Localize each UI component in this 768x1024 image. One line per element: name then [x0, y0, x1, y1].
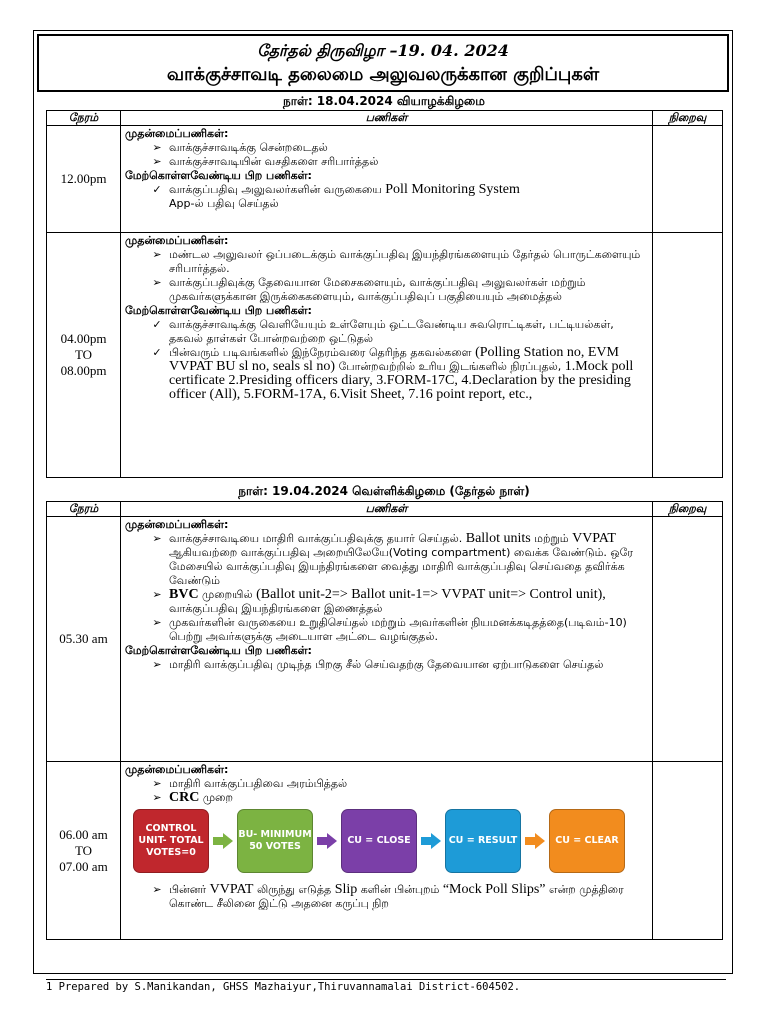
arrow-bullet-icon: ➢ [152, 248, 162, 261]
document-title: தேர்தல் திருவிழா –19. 04. 2024 [257, 41, 509, 60]
flow-arrow-icon [525, 833, 545, 849]
list-item: ➢ வாக்குப்பதிவுக்கு தேவையான மேசைகளையும், வாக்குப்பதிவு அலுவலர்கள் மற்றும் முகவர்களுக்கான இருக்கைகளையும், வாக்குப்பதிவுப் பகுதியையும் அமைத்தல் [125, 276, 648, 304]
list-item: ➢ மண்டல அலுவலர் ஒப்படைக்கும் வாக்குப்பதிவு இயந்திரங்களையும் தேர்தல் பொருட்களையும் சரிபார்த்தல். [125, 248, 648, 276]
row-time: 12.00pm [47, 126, 121, 233]
document-title-box [37, 34, 729, 92]
row-done-cell[interactable] [653, 233, 723, 478]
list-item: ➢ முகவர்களின் வருகையை உறுதிசெய்தல் மற்றும் அவர்களின் நியமனக்கடிதத்தை(படிவம்-10) பெற்று அவர்களுக்கு அடையாள அட்டை வழங்குதல். [125, 616, 648, 644]
arrow-bullet-icon: ➢ [152, 777, 162, 790]
flow-arrow-icon [213, 833, 233, 849]
crc-step-3: CU = CLOSE [341, 809, 417, 873]
crc-step-1: CONTROL UNIT- TOTAL VOTES=0 [133, 809, 209, 873]
day2-header: நாள்: 19.04.2024 வெள்ளிக்கிழமை (தேர்தல் நாள்) [238, 484, 530, 498]
crc-step-5: CU = CLEAR [549, 809, 625, 873]
row-done-cell[interactable] [653, 517, 723, 762]
footer-credit: 1 Prepared by S.Manikandan, GHSS Mazhaiyur,Thiruvannamalai District-604502. [46, 979, 726, 994]
flow-arrow-icon [317, 833, 337, 849]
list-item: ➢ பின்னர் VVPAT லிருந்து எடுத்த Slip களின் பின்புறம் “Mock Poll Slips” என்ற முத்திரை கொண்ட சீலினை இட்டு அதனை கருப்பு நிற [125, 883, 648, 911]
primary-tasks-heading: முதன்மைப்பணிகள்: [125, 234, 229, 247]
row-done-cell[interactable] [653, 762, 723, 940]
row-time: 06.00 am TO 07.00 am [47, 762, 121, 940]
list-item: ✓ வாக்குச்சாவடிக்கு வெளியேயும் உள்ளேயும் ஒட்டவேண்டிய சுவரொட்டிகள், பட்டியல்கள், தகவல் தாள்கள் போன்றவற்றை ஒட்டுதல் [125, 318, 648, 346]
check-bullet-icon: ✓ [152, 318, 162, 331]
crc-step-2: BU- MINIMUM 50 VOTES [237, 809, 313, 873]
arrow-bullet-icon: ➢ [152, 155, 162, 168]
row-tasks [121, 762, 653, 940]
list-item: ➢ BVC முறையில் (Ballot unit-2=> Ballot unit-1=> VVPAT unit=> Control unit), வாக்குப்பதிவு இயந்திரங்களை இணைத்தல் [125, 588, 648, 616]
crc-process-diagram [125, 809, 648, 879]
other-tasks-heading: மேற்கொள்ளவேண்டிய பிற பணிகள்: [125, 644, 312, 657]
table-header-row [47, 502, 723, 517]
list-item: ➢ CRC முறை [125, 791, 648, 805]
list-item: ➢ மாதிரி வாக்குப்பதிவு முடிந்த பிறகு சீல் செய்வதற்கு தேவையான ஏற்பாடுகளை செய்தல் [125, 658, 648, 672]
arrow-bullet-icon: ➢ [152, 658, 162, 671]
day1-schedule-table [46, 110, 723, 478]
arrow-bullet-icon: ➢ [152, 276, 162, 289]
table-header-row [47, 111, 723, 126]
column-header-time: நேரம் [47, 111, 121, 126]
list-item: ✓ பின்வரும் படிவங்களில் இந்நேரம்வரை தெரிந்த தகவல்களை (Polling Station no, EVM VVPAT BU sl no, seals sl no) போன்றவற்றில் உரிய இடங்களில் நிரப்புதல், 1.Mock poll certificate 2.Presiding officers diary, 3.FORM-17C, 4.Declaration by the presiding officer (All), 5.FORM-17A, 6.Visit Sheet, 7.16 point report, etc., [125, 346, 648, 402]
list-item: ➢ வாக்குச்சாவடியை மாதிரி வாக்குப்பதிவுக்கு தயார் செய்தல். Ballot units மற்றும் VVPAT ஆகியவற்றை வாக்குப்பதிவு அறையிலேயே(Voting compartment) வைக்க வேண்டும். ஒரே மேசையில் வாக்குப்பதிவு இயந்திரங்களை வைத்து மாதிரி வாக்குப்பதிவு செய்வதை தவிர்க்க வேண்டும் [125, 532, 648, 588]
column-header-tasks: பணிகள் [121, 111, 653, 126]
other-tasks-heading: மேற்கொள்ளவேண்டிய பிற பணிகள்: [125, 304, 312, 317]
list-item: ➢ மாதிரி வாக்குப்பதிவை அரம்பித்தல் [125, 777, 648, 791]
crc-step-4: CU = RESULT [445, 809, 521, 873]
list-item: ➢ வாக்குச்சாவடிக்கு சென்றடைதல் [125, 141, 648, 155]
arrow-bullet-icon: ➢ [152, 532, 162, 545]
table-row [47, 762, 723, 940]
arrow-bullet-icon: ➢ [152, 588, 162, 601]
list-item: ✓ வாக்குப்பதிவு அலுவலர்களின் வருகையை Poll Monitoring System App-ல் பதிவு செய்தல் [125, 183, 648, 211]
column-header-done: நிறைவு [653, 502, 723, 517]
day2-schedule-table [46, 501, 723, 940]
arrow-bullet-icon: ➢ [152, 616, 162, 629]
check-bullet-icon: ✓ [152, 346, 162, 359]
other-tasks-heading: மேற்கொள்ளவேண்டிய பிற பணிகள்: [125, 169, 312, 182]
table-row [47, 233, 723, 478]
row-tasks [121, 126, 653, 233]
day1-header: நாள்: 18.04.2024 வியாழக்கிழமை [283, 94, 485, 108]
arrow-bullet-icon: ➢ [152, 141, 162, 154]
list-item: ➢ வாக்குச்சாவடியின் வசதிகளை சரிபார்த்தல் [125, 155, 648, 169]
check-bullet-icon: ✓ [152, 183, 162, 196]
row-tasks [121, 517, 653, 762]
row-time: 04.00pm TO 08.00pm [47, 233, 121, 478]
primary-tasks-heading: முதன்மைப்பணிகள்: [125, 763, 229, 776]
row-tasks [121, 233, 653, 478]
primary-tasks-heading: முதன்மைப்பணிகள்: [125, 127, 229, 140]
table-row [47, 517, 723, 762]
arrow-bullet-icon: ➢ [152, 791, 162, 804]
row-done-cell[interactable] [653, 126, 723, 233]
column-header-tasks: பணிகள் [121, 502, 653, 517]
column-header-time: நேரம் [47, 502, 121, 517]
arrow-bullet-icon: ➢ [152, 883, 162, 896]
row-time: 05.30 am [47, 517, 121, 762]
table-row [47, 126, 723, 233]
primary-tasks-heading: முதன்மைப்பணிகள்: [125, 518, 229, 531]
document-subtitle: வாக்குச்சாவடி தலைமை அலுவலருக்கான குறிப்புகள் [166, 64, 600, 85]
column-header-done: நிறைவு [653, 111, 723, 126]
flow-arrow-icon [421, 833, 441, 849]
